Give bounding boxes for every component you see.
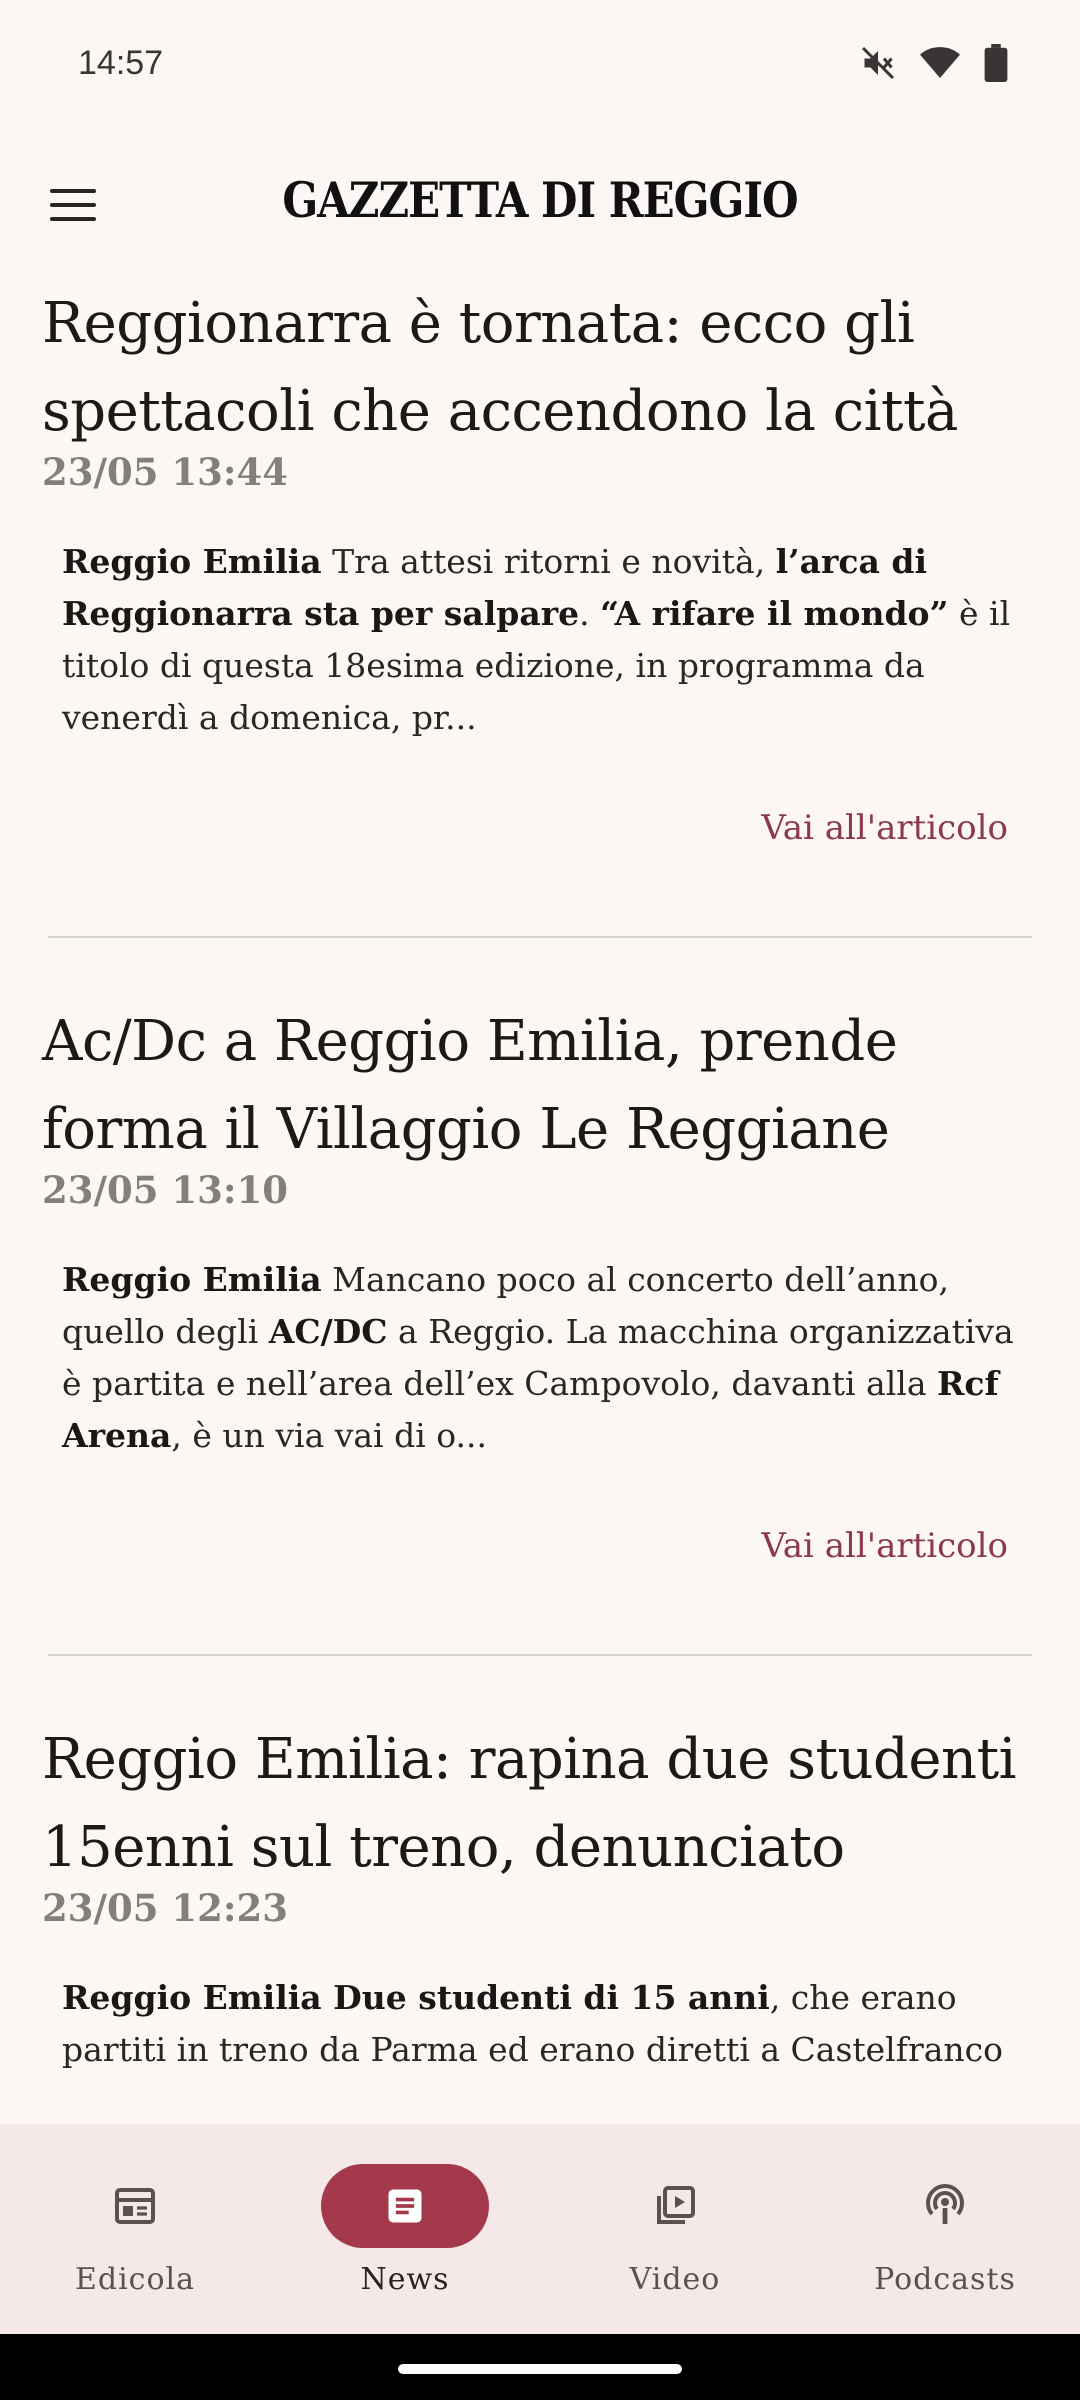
- bottom-navigation: [0, 2124, 1080, 2334]
- article-date: 23/05 12:23: [42, 1886, 289, 1930]
- article-card[interactable]: [0, 280, 1080, 938]
- battery-icon: [984, 44, 1008, 86]
- abstract-bold-text: Reggio Emilia: [62, 1260, 322, 1299]
- article-title[interactable]: Reggio Emilia: rapina due studenti 15enni sul treno, denunciato: [42, 1727, 1016, 1880]
- article-divider: [48, 936, 1032, 938]
- abstract-text: , che erano partiti in treno da Parma ed erano diretti a Castelfranco: [62, 1978, 1003, 2069]
- nav-label: Video: [629, 2262, 721, 2297]
- read-article-link[interactable]: Vai all'articolo: [761, 1526, 1008, 1566]
- mute-icon: [860, 45, 896, 85]
- abstract-text: è il titolo di questa 18esima edizione, in programma da venerdì a domenica, pr...: [62, 594, 1011, 737]
- abstract-bold-text: Rcf Arena: [62, 1364, 999, 1455]
- article-abstract: [62, 1972, 1018, 2076]
- wifi-icon: [920, 45, 960, 85]
- abstract-bold-text: l’arca di Reggionarra sta per salpare: [62, 542, 927, 633]
- video-library-icon: [591, 2164, 759, 2248]
- status-bar: [0, 0, 1080, 130]
- system-navigation-area: [0, 2334, 1080, 2400]
- article-title[interactable]: Ac/Dc a Reggio Emilia, prende forma il Villaggio Le Reggiane: [42, 1009, 898, 1162]
- abstract-text: Mancano poco al concerto dell’anno, quello degli: [62, 1260, 949, 1351]
- read-article-link[interactable]: Vai all'articolo: [761, 808, 1008, 848]
- nav-item-video[interactable]: [540, 2124, 810, 2334]
- abstract-text: a Reggio. La macchina organizzativa è partita e nell’area dell’ex Campovolo, davanti alla: [62, 1312, 1014, 1403]
- nav-item-podcasts[interactable]: [810, 2124, 1080, 2334]
- abstract-text: .: [579, 594, 601, 633]
- nav-label: Podcasts: [874, 2262, 1016, 2297]
- podcast-icon: [861, 2164, 1029, 2248]
- article-date: 23/05 13:10: [42, 1168, 289, 1212]
- article-title[interactable]: Reggionarra è tornata: ecco gli spettacoli che accendono la città: [42, 291, 958, 444]
- abstract-text: , è un via vai di o...: [171, 1416, 488, 1455]
- news-feed[interactable]: [0, 280, 1080, 2125]
- abstract-text: Tra attesi ritorni e novità,: [321, 542, 776, 581]
- article-card[interactable]: [0, 1716, 1080, 2076]
- brand-logo: GAZZETTA DI REGGIO: [282, 172, 798, 229]
- abstract-bold-text: “A rifare il mondo”: [600, 594, 949, 633]
- nav-item-news[interactable]: [270, 2124, 540, 2334]
- status-time: 14:57: [78, 44, 164, 82]
- abstract-bold-text: Reggio Emilia Due studenti di 15 anni: [62, 1978, 770, 2017]
- newspaper-icon: [51, 2164, 219, 2248]
- article-card[interactable]: [0, 998, 1080, 1656]
- nav-label: News: [360, 2262, 450, 2297]
- app-bar: [0, 150, 1080, 260]
- abstract-bold-text: AC/DC: [268, 1312, 388, 1351]
- article-date: 23/05 13:44: [42, 450, 289, 494]
- abstract-bold-text: Reggio Emilia: [62, 542, 322, 581]
- article-divider: [48, 1654, 1032, 1656]
- gesture-handle[interactable]: [398, 2364, 682, 2374]
- status-icons: [860, 44, 1008, 86]
- article-icon: [321, 2164, 489, 2248]
- nav-item-edicola[interactable]: [0, 2124, 270, 2334]
- article-abstract: [62, 1254, 1018, 1462]
- article-abstract: [62, 536, 1018, 744]
- nav-label: Edicola: [74, 2262, 196, 2297]
